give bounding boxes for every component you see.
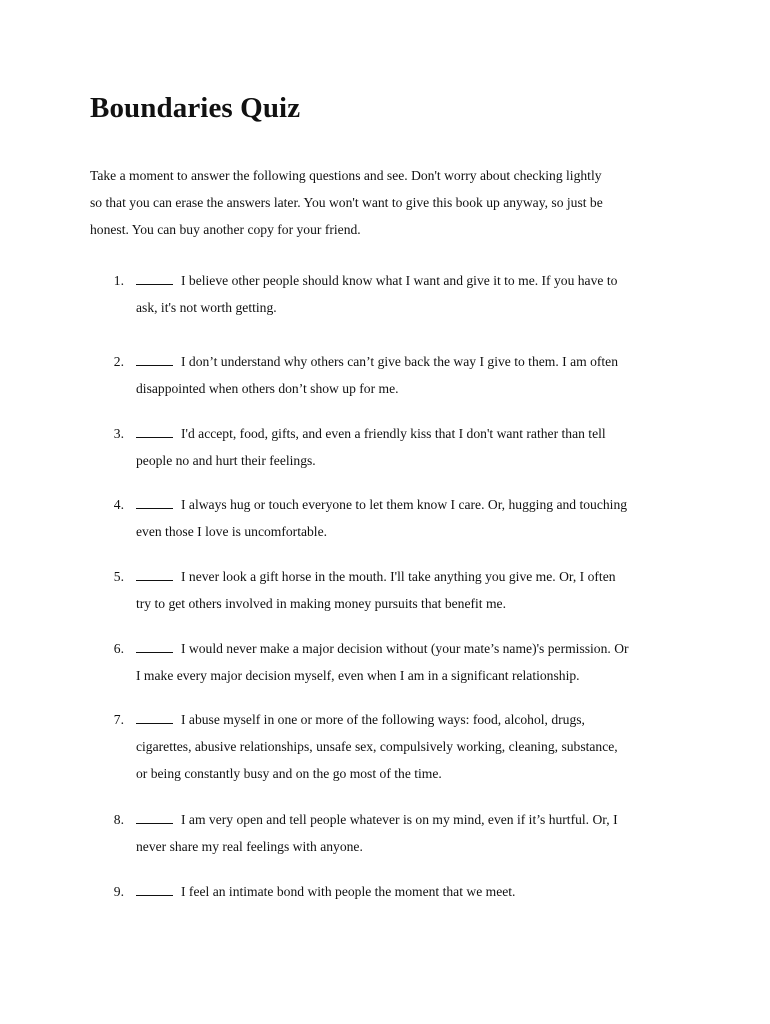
question-number: 9. [113, 884, 124, 899]
question-line: even those I love is uncomfortable. [136, 524, 328, 539]
question-line [136, 563, 696, 590]
question-text [136, 348, 696, 402]
answer-blank[interactable] [136, 354, 173, 366]
answer-blank[interactable] [136, 497, 173, 509]
page-title: Boundaries Quiz [90, 92, 301, 124]
question-line [136, 878, 696, 905]
question-line [136, 491, 696, 518]
question-line: people no and hurt their feelings. [136, 453, 316, 468]
question-line: ask, it's not worth getting. [136, 300, 277, 315]
answer-blank[interactable] [136, 884, 173, 896]
question-line [136, 635, 696, 662]
answer-blank[interactable] [136, 641, 173, 653]
answer-blank[interactable] [136, 712, 173, 724]
question-line-text: I abuse myself in one or more of the following ways: food, alcohol, drugs, [181, 712, 585, 727]
question-line: disappointed when others don’t show up for me. [136, 381, 399, 396]
question-text [136, 491, 696, 545]
question-number: 1. [113, 273, 124, 288]
question-line-text: I don’t understand why others can’t give back the way I give to them. I am often [181, 354, 619, 369]
question-number: 5. [113, 569, 124, 584]
question-number: 3. [113, 426, 124, 441]
question-line: I make every major decision myself, even when I am in a significant relationship. [136, 668, 580, 683]
question-text [136, 635, 696, 689]
question-text [136, 806, 696, 860]
answer-blank[interactable] [136, 426, 173, 438]
question-line: try to get others involved in making money pursuits that benefit me. [136, 596, 506, 611]
question-line: cigarettes, abusive relationships, unsafe sex, compulsively working, cleaning, substance, [136, 739, 618, 754]
intro-line: so that you can erase the answers later. You won't want to give this book up anyway, so just be [90, 195, 603, 210]
question-number: 7. [113, 712, 124, 727]
question-number: 4. [113, 497, 124, 512]
question-line: never share my real feelings with anyone. [136, 839, 363, 854]
question-line-text: I feel an intimate bond with people the moment that we meet. [181, 884, 516, 899]
answer-blank[interactable] [136, 569, 173, 581]
question-line [136, 706, 696, 733]
question-number: 2. [113, 354, 124, 369]
question-line-text: I never look a gift horse in the mouth. I'll take anything you give me. Or, I often [181, 569, 616, 584]
answer-blank[interactable] [136, 273, 173, 285]
question-text [136, 420, 696, 474]
question-text [136, 878, 696, 905]
question-number: 8. [113, 812, 124, 827]
question-text [136, 563, 696, 617]
question-line-text: I would never make a major decision without (your mate’s name)'s permission. Or [181, 641, 629, 656]
question-line [136, 806, 696, 833]
question-text [136, 706, 696, 787]
question-line-text: I always hug or touch everyone to let them know I care. Or, hugging and touching [181, 497, 628, 512]
question-line-text: I'd accept, food, gifts, and even a friendly kiss that I don't want rather than tell [181, 426, 606, 441]
question-line [136, 267, 696, 294]
question-text [136, 267, 696, 321]
question-line: or being constantly busy and on the go most of the time. [136, 766, 442, 781]
question-line-text: I believe other people should know what I want and give it to me. If you have to [181, 273, 618, 288]
question-number: 6. [113, 641, 124, 656]
question-line [136, 348, 696, 375]
answer-blank[interactable] [136, 812, 173, 824]
question-line [136, 420, 696, 447]
intro-paragraph [90, 162, 680, 243]
intro-line: honest. You can buy another copy for your friend. [90, 222, 361, 237]
question-line-text: I am very open and tell people whatever is on my mind, even if it’s hurtful. Or, I [181, 812, 618, 827]
intro-line: Take a moment to answer the following questions and see. Don't worry about checking lightly [90, 168, 602, 183]
